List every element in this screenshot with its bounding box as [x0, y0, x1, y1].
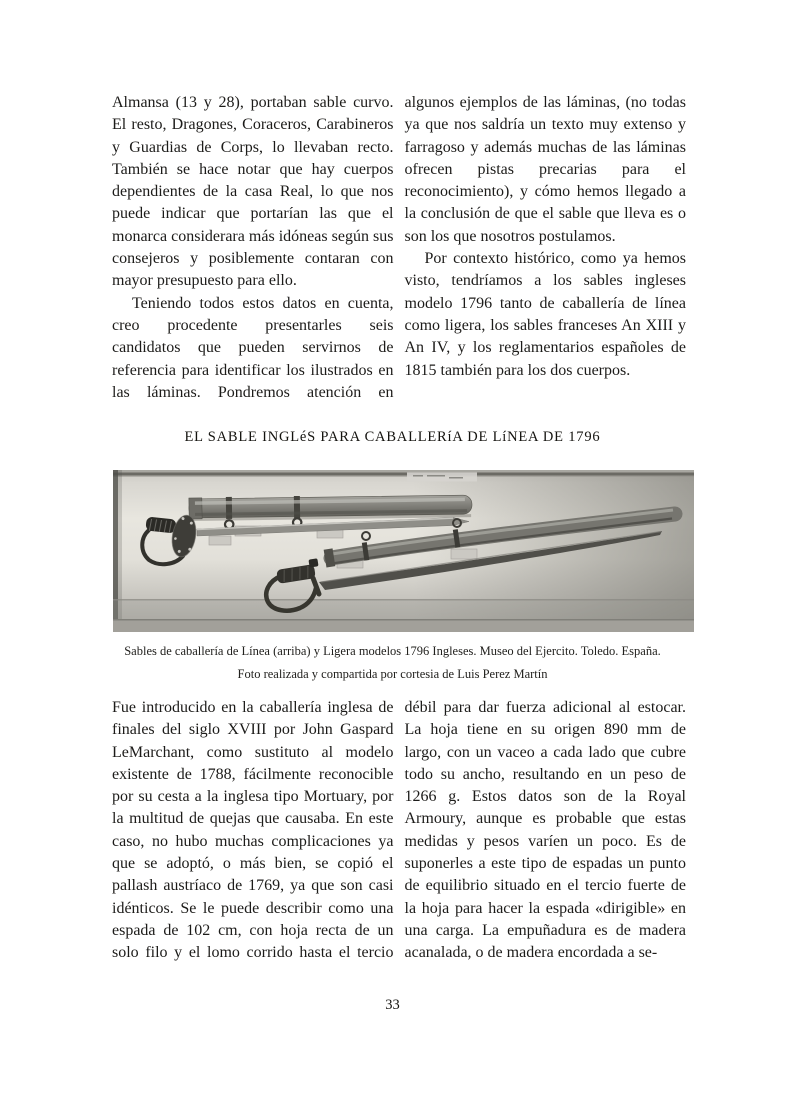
paragraph: Almansa (13 y 28), portaban sable curvo. El resto, Dragones, Coraceros, Carabineros y Guardias de Corps, lo llevaban recto. También se hace notar que hay cuerpos dependientes de la casa Real, lo que nos puede indicar que portarían las que el monarca considerara más idóneas según sus consejeros y posiblemente contaran con mayor presupuesto para ello.	[112, 94, 394, 290]
museum-label	[407, 473, 477, 482]
figure-caption	[60, 640, 725, 686]
case-shelf-line	[113, 599, 694, 601]
paragraph: Teniendo todos estos datos en cuenta, creo procedente presentarles seis candidatos que pueden servirnos de referencia para identificar los ilustrados en las láminas. Pondremos atención en algunos ejemplos de las láminas, (no todas ya que nos saldría un texto muy extenso y farragoso y además muchas de las láminas ofrecen pistas precarias para el reconocimiento), y cómo hemos llegado a la conclusión de que el sable que lleva es o son los que nosotros postulamos.	[112, 94, 686, 401]
case-bottom-line	[113, 619, 694, 621]
sabres-photo	[113, 470, 694, 632]
figure-caption-line2: Foto realizada y compartida por cortesia de Luis Perez Martín	[237, 667, 548, 681]
case-bottom-edge	[113, 621, 694, 633]
figure-caption-line1: Sables de caballería de Línea (arriba) y Ligera modelos 1796 Ingleses. Museo del Ejercito. Toledo. España.	[124, 644, 661, 658]
case-top-edge	[113, 470, 694, 473]
case-top-line	[113, 473, 694, 476]
page-number: 33	[385, 997, 400, 1013]
body-text-columns	[112, 697, 686, 967]
sabres-photo-art	[113, 470, 694, 632]
paragraph: Por contexto histórico, como ya hemos visto, tendríamos a los sables ingleses modelo 1796 tanto de caballería de línea como ligera, los sables franceses An XIII y An IV, y los reglamentarios españoles de 1815 también para los dos cuerpos.	[404, 250, 686, 379]
intro-text-columns	[112, 92, 686, 408]
section-heading: EL SABLE INGLéS PARA CABALLERíA DE LíNEA DE 1796	[184, 429, 601, 445]
paragraph: Fue introducido en la caballería inglesa de finales del siglo XVIII por John Gaspard LeMarchant, como sustituto al modelo existente de 1788, fácilmente reconocible por su cesta a la inglesa tipo Mortuary, por la multitud de quejas que causaba. En este caso, no hubo muchas complicaciones ya que se adoptó, o más bien, se copió el pallash austríaco de 1769, ya que son casi idénticos. Se le puede describir como una espada de 102 cm, con hoja recta de un solo filo y el lomo corrido hasta el tercio débil para dar fuerza adicional al estocar. La hoja tiene en su origen 890 mm de largo, con un vaceo a cada lado que cubre todo su ancho, resultando en un peso de 1266 g. Estos datos son de la Royal Armoury, aunque es probable que estas medidas y pesos varíen un poco. Es de suponerles a este tipo de espadas un punto de equilibrio situado en el tercio fuerte de la hoja para hacer la espada «dirigible» en una carga. La empuñadura es de madera acanalada, o de madera encordada a se-	[112, 699, 686, 962]
case-top-shade	[113, 476, 694, 478]
